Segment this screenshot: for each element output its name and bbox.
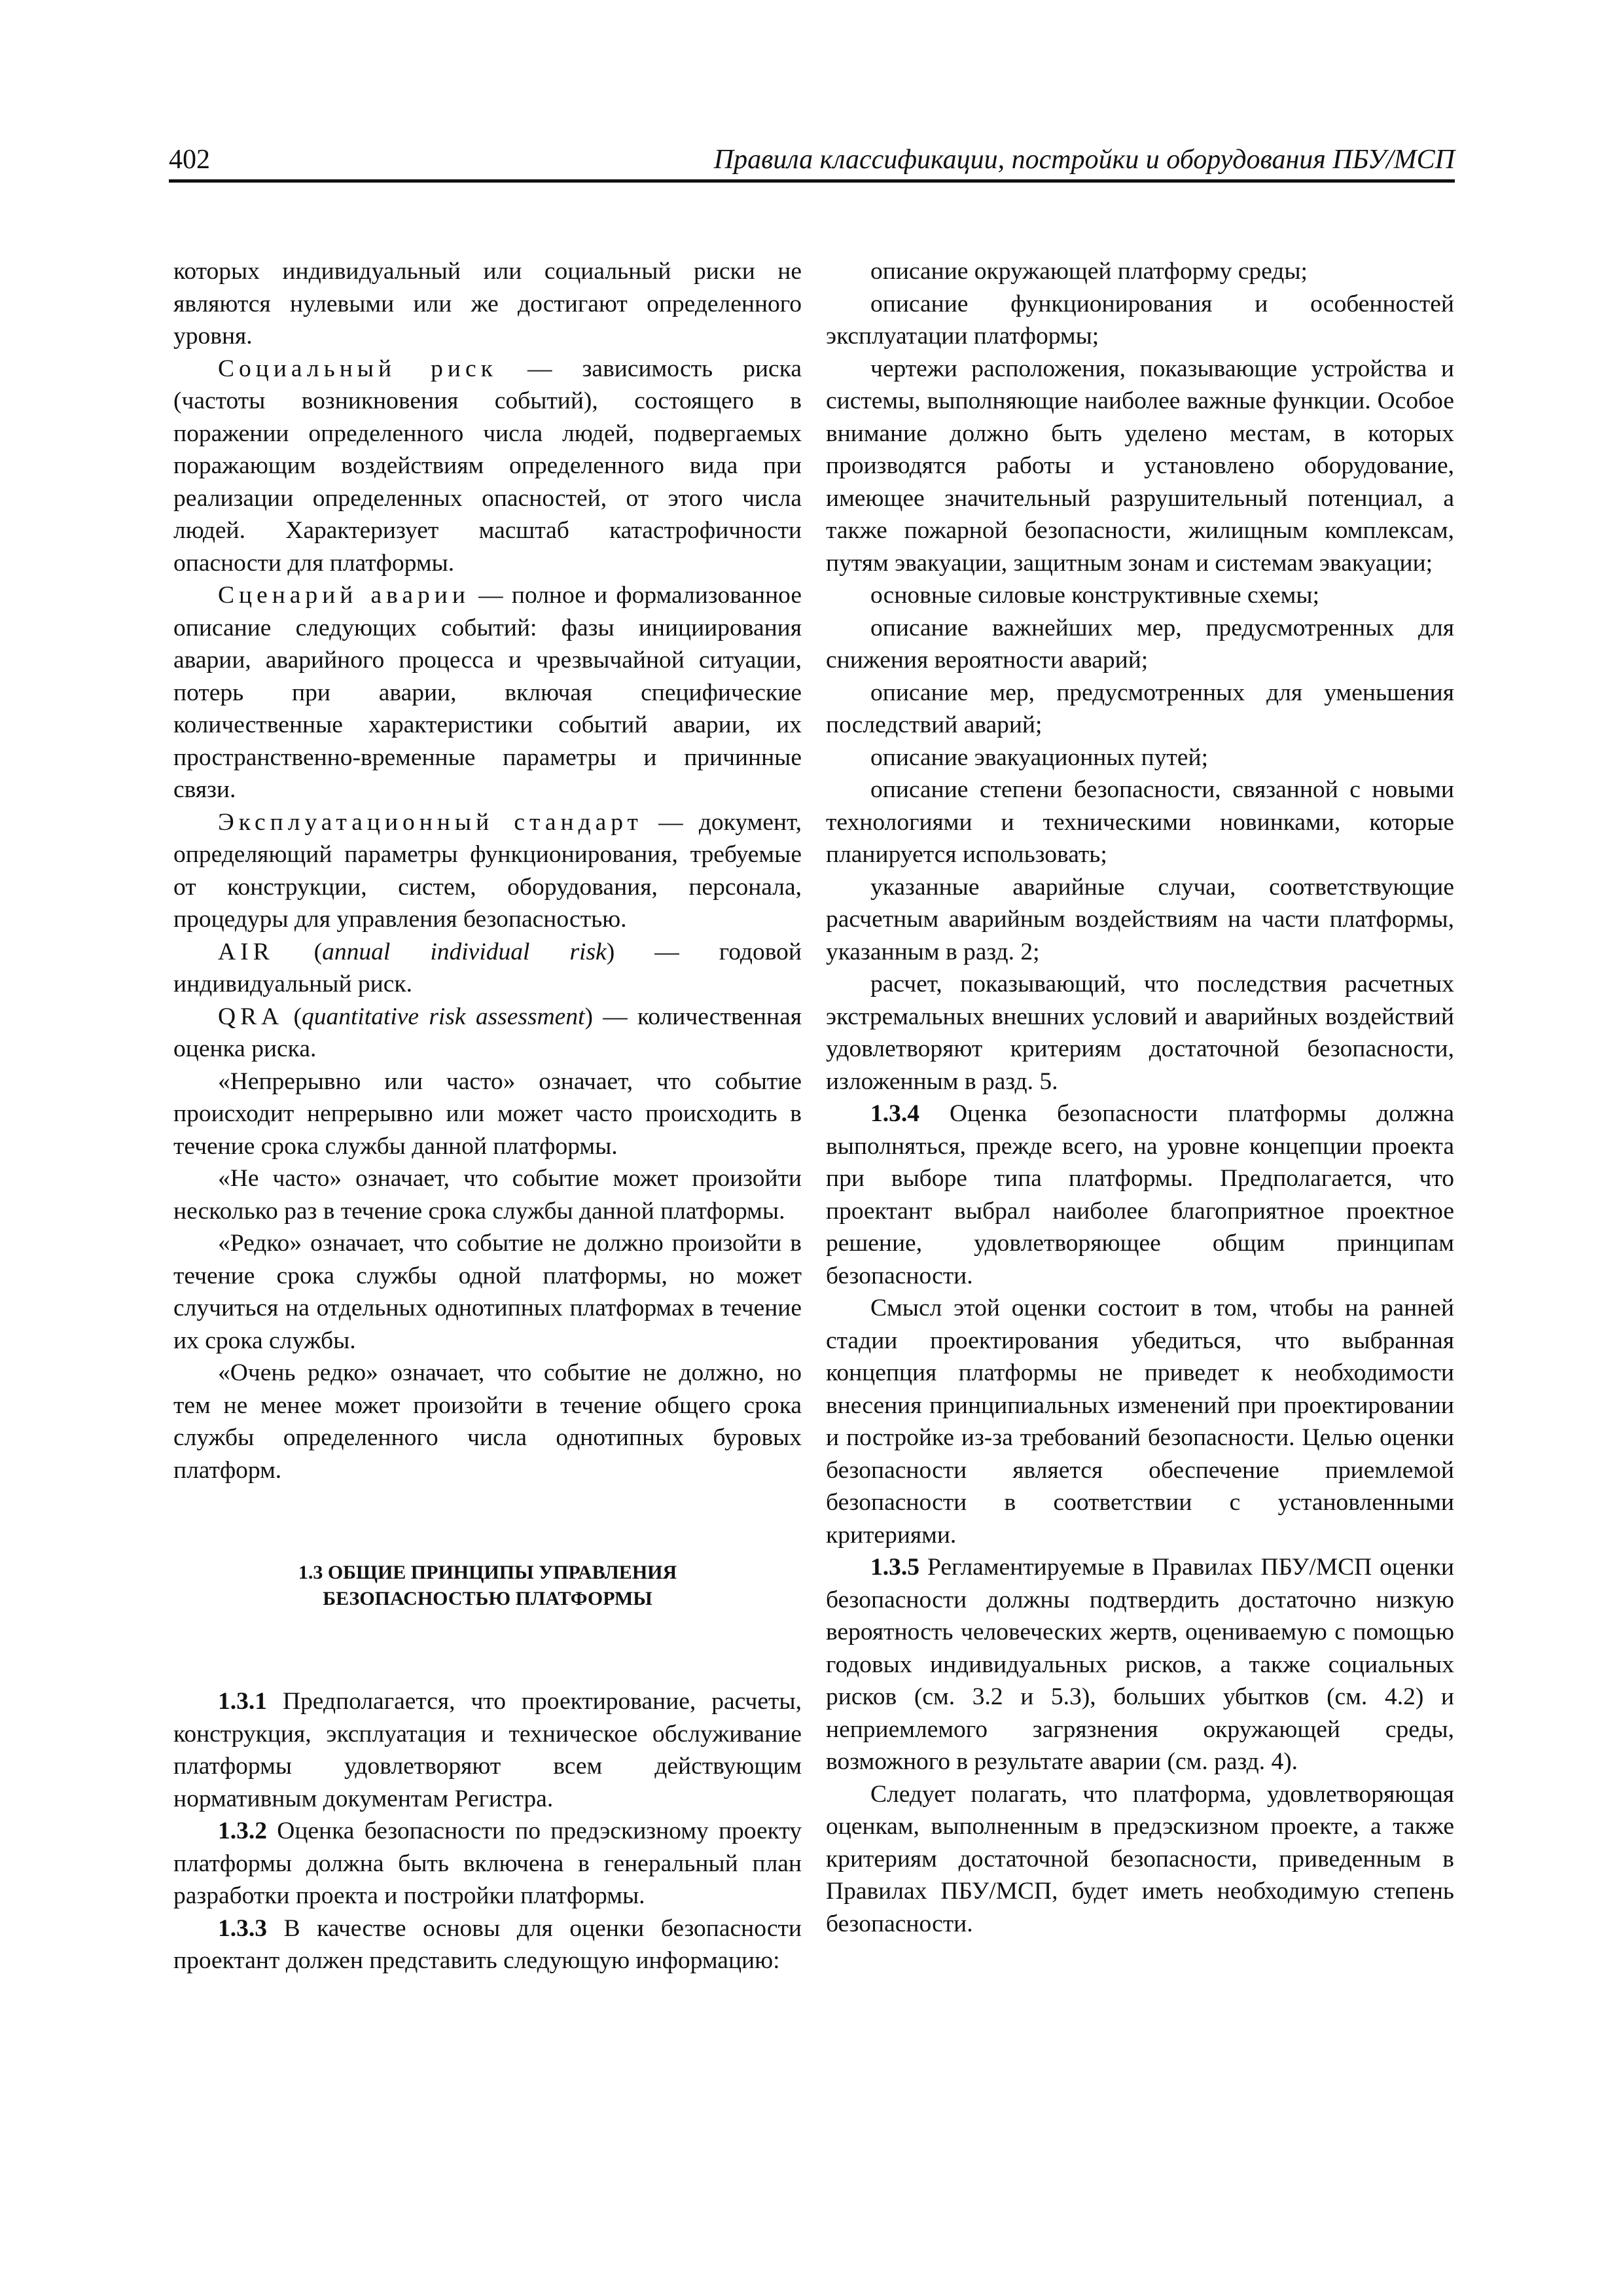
paragraph: «Непрерывно или часто» означает, что событие происходит непрерывно или может часто происходить в течение срока службы данной платформы.	[173, 1067, 802, 1160]
definition-text: — годовой индивидуальный риск.	[173, 938, 802, 997]
section-heading	[173, 1560, 802, 1612]
clause-number: 1.3.2	[218, 1818, 267, 1844]
definition-text: — зависимость риска (частоты возникновения событий), состоящего в поражении определенного числа людей, подвергаемых поражающим воздействиям определенного вида при реализации определенных опасностей, от этого числа людей. Характеризует масштаб катастрофичности опасности для платформы.	[173, 355, 802, 577]
list-item: описание степени безопасности, связанной с новыми технологиями и техническими новинками, которые планируется использовать;	[826, 776, 1454, 868]
term: Социальный риск	[218, 355, 497, 382]
definition-operational-standard	[173, 806, 802, 936]
right-column	[826, 255, 1454, 1940]
term: AIR	[218, 938, 274, 965]
page-header	[169, 143, 1455, 183]
list-item: основные силовые конструктивные схемы;	[870, 582, 1319, 609]
term: QRA	[218, 1003, 284, 1030]
list-item: чертежи расположения, показывающие устройства и системы, выполняющие наиболее важные функции. Особое внимание должно быть уделено местам, в которых производятся работы и установлено оборудование, имеющее значительный разрушительный потенциал, а также пожарной безопасности, жилищным комплексам, путям эвакуации, защитным зонам и системам эвакуации;	[826, 355, 1454, 577]
paragraph: Смысл этой оценки состоит в том, чтобы на ранней стадии проектирования убедиться, что выбранная концепция платформы не приведет к необходимости внесения принципиальных изменений при проектировании и постройке из-за требований безопасности. Целью оценки безопасности является обеспечение приемлемой безопасности в соответствии с установленными критериями.	[826, 1295, 1454, 1549]
definition-qra: QRA (quantitative risk assessment) — количественная оценка риска.	[173, 1003, 802, 1062]
paragraph: Следует полагать, что платформа, удовлетворяющая оценкам, выполненным в предэскизном проекте, а также критериям достаточной безопасности, приведенным в Правилах ПБУ/МСП, будет иметь необходимую степень безопасности.	[826, 1780, 1454, 1937]
list-item: описание мер, предусмотренных для уменьшения последствий аварий;	[826, 679, 1454, 738]
clause-text: Регламентируемые в Правилах ПБУ/МСП оценки безопасности должны подтвердить достаточно низкую вероятность человеческих жертв, оцениваемую с помощью годовых индивидуальных рисков, а также социальных рисков (см. 3.2 и 5.3), больших убытков (см. 4.2) и неприемлемого загрязнения окружающей среды, возможного в результате аварии (см. разд. 4).	[826, 1554, 1454, 1775]
clause-number: 1.3.4	[870, 1100, 919, 1127]
clause-number: 1.3.1	[218, 1688, 267, 1715]
paragraph: «Редко» означает, что событие не должно произойти в течение срока службы одной платформы, но может случиться на отдельных однотипных платформах в течение их срока службы.	[173, 1230, 802, 1354]
paragraph: «Не часто» означает, что событие может произойти несколько раз в течение срока службы данной платформы.	[173, 1165, 802, 1225]
term-english: annual individual risk	[322, 938, 607, 965]
clause-1-3-4	[826, 1098, 1454, 1292]
clause-text: В качестве основы для оценки безопасности проектант должен представить следующую информацию:	[173, 1914, 802, 1974]
list-item: описание окружающей платформу среды;	[870, 258, 1308, 285]
clause-number: 1.3.3	[218, 1914, 267, 1942]
definition-text: — количественная оценка риска.	[173, 1003, 802, 1062]
list-item: расчет, показывающий, что последствия расчетных экстремальных внешних условий и аварийных воздействий удовлетворяют критериям достаточной безопасности, изложенным в разд. 5.	[826, 971, 1454, 1095]
clause-1-3-3	[173, 1912, 802, 1977]
term: Эксплуатационный стандарт	[218, 808, 643, 836]
clause-1-3-5	[826, 1551, 1454, 1778]
clause-text: Оценка безопасности по предэскизному проекту платформы должна быть включена в генеральный план разработки проекта и постройки платформы.	[173, 1818, 802, 1909]
paragraph: которых индивидуальный или социальный риски не являются нулевыми или же достигают определенного уровня.	[173, 258, 802, 350]
left-column	[173, 255, 802, 1977]
term: Сценарий аварии	[218, 582, 470, 609]
list-item: описание эвакуационных путей;	[870, 744, 1209, 771]
term-english: quantitative risk assessment	[301, 1003, 585, 1030]
definition-air: AIR (annual individual risk) — годовой индивидуальный риск.	[173, 938, 802, 997]
clause-1-3-1	[173, 1685, 802, 1815]
definition-social-risk	[173, 353, 802, 580]
section-heading-line: БЕЗОПАСНОСТЬЮ ПЛАТФОРМЫ	[323, 1588, 652, 1609]
paragraph: «Очень редко» означает, что событие не должно, но тем не менее может произойти в течение общего срока службы определенного числа однотипных буровых платформ.	[173, 1359, 802, 1484]
list-item: указанные аварийные случаи, соответствующие расчетным аварийным воздействиям на части платформы, указанным в разд. 2;	[826, 873, 1454, 965]
definition-text: — документ, определяющий параметры функционирования, требуемые от конструкции, систем, оборудования, персонала, процедуры для управления безопасностью.	[173, 808, 802, 933]
clause-text: Предполагается, что проектирование, расчеты, конструкция, эксплуатация и техническое обслуживание платформы удовлетворяют всем действующим нормативным документам Регистра.	[173, 1688, 802, 1812]
definition-accident-scenario	[173, 579, 802, 806]
list-item: описание функционирования и особенностей эксплуатации платформы;	[826, 290, 1454, 350]
definition-text: — полное и формализованное описание следующих событий: фазы инициирования аварии, аварийного процесса и чрезвычайной ситуации, потерь при аварии, включая специфические количественные характеристики событий аварии, их пространственно-временные параметры и причинные связи.	[173, 582, 802, 803]
page-number: 402	[169, 145, 210, 175]
clause-1-3-2	[173, 1815, 802, 1912]
list-item: описание важнейших мер, предусмотренных для снижения вероятности аварий;	[826, 614, 1454, 673]
clause-number: 1.3.5	[870, 1554, 919, 1581]
clause-text: Оценка безопасности платформы должна выполняться, прежде всего, на уровне концепции проекта при выборе типа платформы. Предполагается, что проектант выбрал наиболее благоприятное проектное решение, удовлетворяющее общим принципам безопасности.	[826, 1100, 1454, 1289]
section-heading-line: 1.3 ОБЩИЕ ПРИНЦИПЫ УПРАВЛЕНИЯ	[298, 1562, 677, 1583]
running-title: Правила классификации, постройки и оборудования ПБУ/МСП	[713, 145, 1455, 175]
